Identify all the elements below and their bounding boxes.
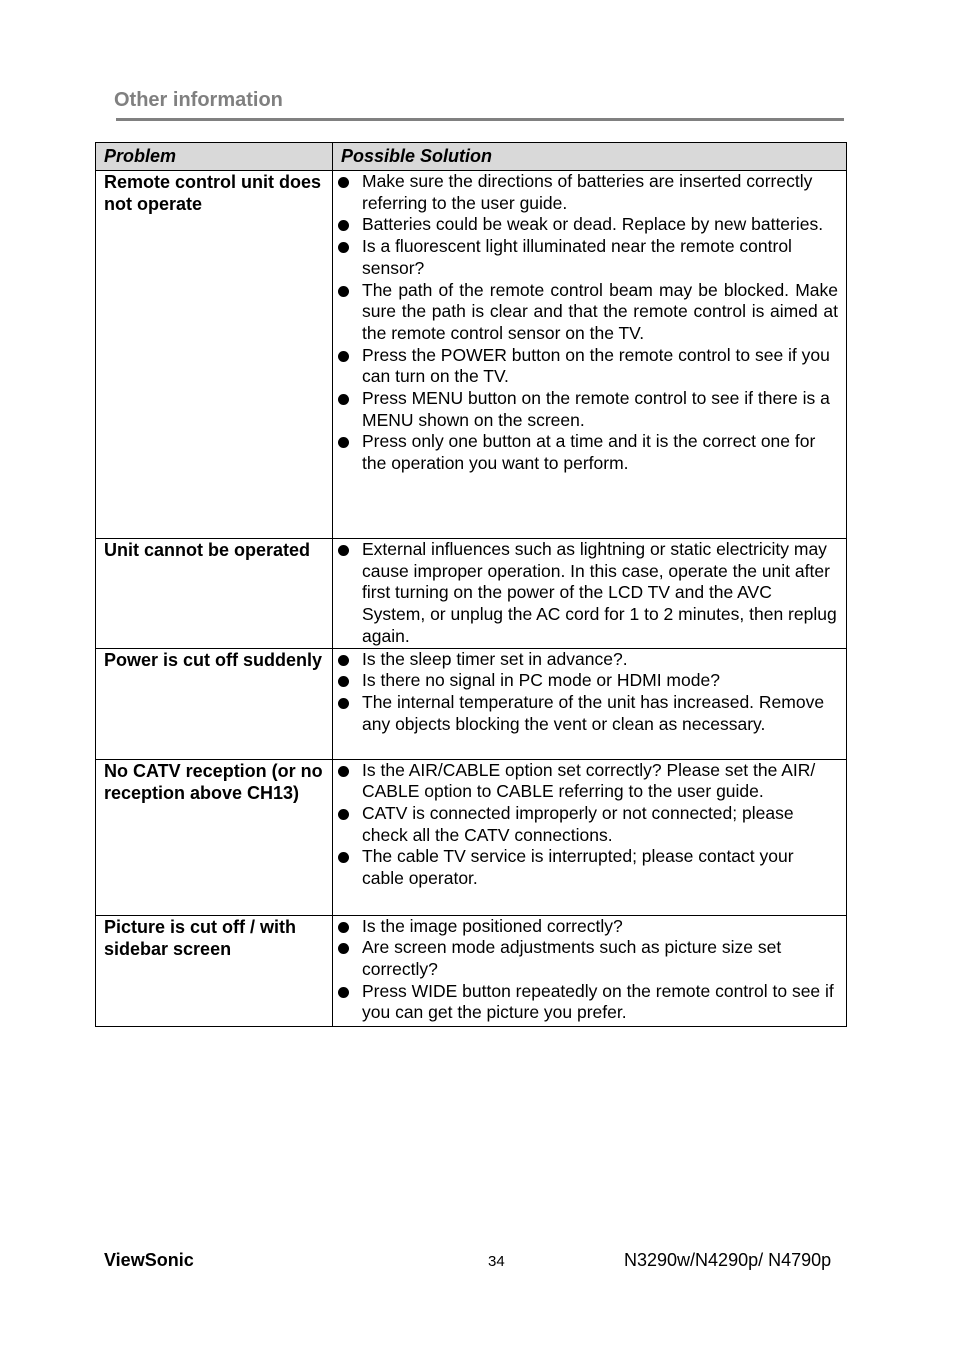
solution-item: The cable TV service is interrupted; please contact your cable operator. [333, 846, 838, 889]
problem-cell: Remote control unit does not operate [96, 171, 333, 539]
solution-list [333, 171, 838, 475]
solution-cell [333, 539, 847, 649]
solution-item: Is the AIR/CABLE option set correctly? Please set the AIR/ CABLE option to CABLE referring to the user guide. [333, 760, 838, 803]
page-number: 34 [488, 1253, 505, 1270]
solution-item: Press WIDE button repeatedly on the remote control to see if you can get the picture you prefer. [333, 981, 838, 1024]
solution-cell [333, 759, 847, 915]
solution-item: External influences such as lightning or static electricity may cause improper operation. In this case, operate the unit after first turning on the power of the LCD TV and the AVC System, or unplug the AC cord for 1 to 2 minutes, then replug again. [333, 539, 838, 648]
solution-column-header: Possible Solution [333, 143, 847, 171]
table-row [96, 171, 847, 539]
solution-item: Is a fluorescent light illuminated near the remote control sensor? [333, 236, 838, 279]
title-divider [116, 118, 844, 121]
solution-item: Press only one button at a time and it is the correct one for the operation you want to perform. [333, 431, 838, 474]
table-row [96, 759, 847, 915]
solution-list [333, 649, 838, 736]
problem-cell: Picture is cut off / with sidebar screen [96, 915, 333, 1026]
solution-list [333, 760, 838, 890]
solution-list [333, 539, 838, 648]
problem-cell: Unit cannot be operated [96, 539, 333, 649]
solution-cell [333, 171, 847, 539]
solution-item: Are screen mode adjustments such as picture size set correctly? [333, 937, 838, 980]
solution-cell [333, 915, 847, 1026]
table-row [96, 539, 847, 649]
solution-item: CATV is connected improperly or not connected; please check all the CATV connections. [333, 803, 838, 846]
footer-model: N3290w/N4290p/ N4790p [624, 1250, 832, 1270]
section-title: Other information [114, 89, 283, 111]
problem-cell: Power is cut off suddenly [96, 648, 333, 759]
solution-item: Press the POWER button on the remote control to see if you can turn on the TV. [333, 345, 838, 388]
solution-item: Is the sleep timer set in advance?. [333, 649, 838, 671]
problem-column-header: Problem [96, 143, 333, 171]
solution-item: The internal temperature of the unit has increased. Remove any objects blocking the vent or clean as necessary. [333, 692, 838, 735]
solution-item: Is the image positioned correctly? [333, 916, 838, 938]
footer-brand: ViewSonic [104, 1250, 194, 1270]
solution-list [333, 916, 838, 1025]
table-row [96, 915, 847, 1026]
solution-item: Is there no signal in PC mode or HDMI mode? [333, 670, 838, 692]
solution-item: Batteries could be weak or dead. Replace by new batteries. [333, 214, 838, 236]
solution-item: Press MENU button on the remote control to see if there is a MENU shown on the screen. [333, 388, 838, 431]
table-row [96, 648, 847, 759]
troubleshooting-table [95, 142, 847, 1027]
solution-item: The path of the remote control beam may be blocked. Make sure the path is clear and that the remote control is aimed at the remote control sensor on the TV. [333, 280, 838, 345]
problem-cell: No CATV reception (or no reception above CH13) [96, 759, 333, 915]
solution-item: Make sure the directions of batteries are inserted correctly referring to the user guide. [333, 171, 838, 214]
table-header-row [96, 143, 847, 171]
solution-cell [333, 648, 847, 759]
